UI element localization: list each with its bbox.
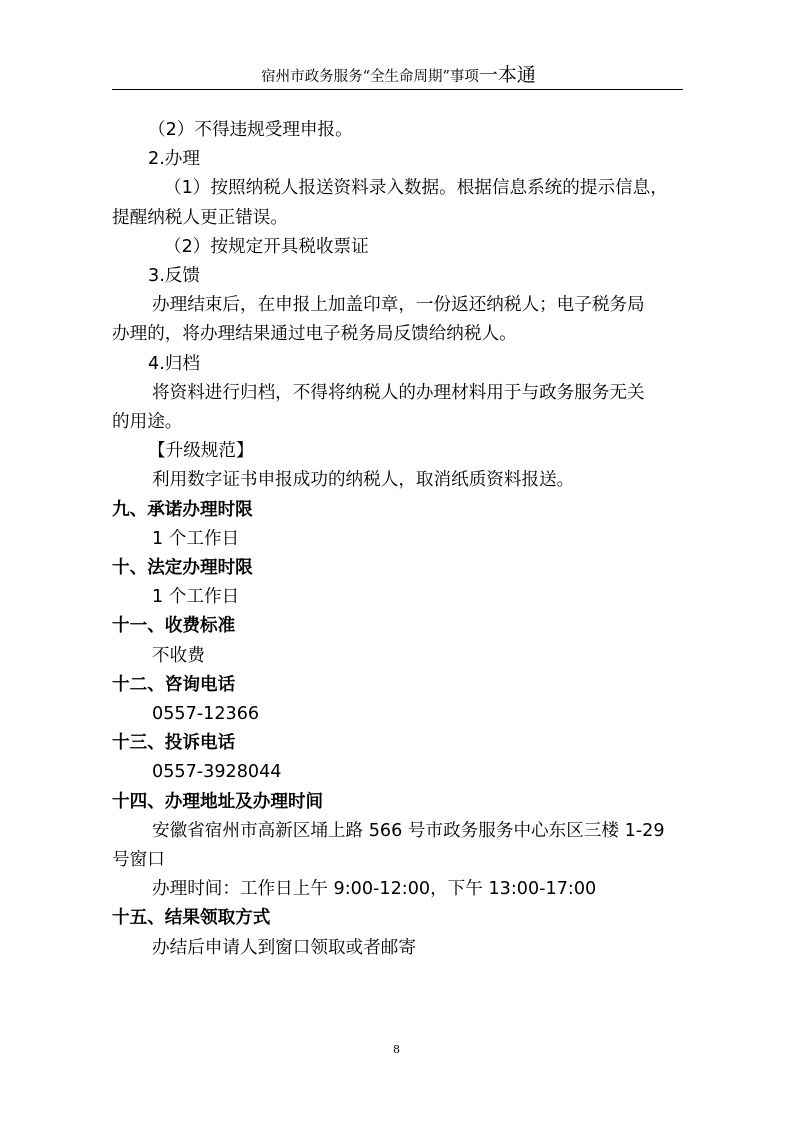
text-line: （1）按照纳税人报送资料录入数据。根据信息系统的提示信息， [164,178,668,199]
text-line: 1 个工作日 [152,528,240,549]
text-line: 0557-3928044 [152,762,282,783]
page-header [115,60,682,87]
section-heading: 九、承诺办理时限 [112,499,253,520]
text-line: 办结后申请人到窗口领取或者邮寄 [152,937,416,958]
header-title-tail: 一本通 [478,64,536,86]
step-heading: 2.办理 [148,149,200,170]
header-divider [112,89,683,90]
text-line: 安徽省宿州市高新区埇上路 566 号市政务服务中心东区三楼 1-29 [152,820,665,841]
text-line: 将资料进行归档，不得将纳税人的办理材料用于与政务服务无关 [152,382,645,403]
text-line: 1 个工作日 [152,587,240,608]
section-heading: 十、法定办理时限 [112,558,253,579]
text-line: 的用途。 [112,412,183,433]
text-line: 0557-12366 [152,704,260,725]
text-line: 提醒纳税人更正错误。 [112,207,288,228]
text-line: 办理结束后，在申报上加盖印章，一份返还纳税人；电子税务局 [152,295,645,316]
text-line: （2）按规定开具税收票证 [164,236,369,257]
header-title: 宿州市政务服务“全生命周期”事项 [261,69,479,85]
text-line: 办理时间：工作日上午 9:00-12:00，下午 13:00-17:00 [152,879,597,900]
document-body [112,116,683,963]
text-line: 不收费 [152,645,205,666]
text-line: 利用数字证书申报成功的纳税人，取消纸质资料报送。 [152,470,575,491]
page-number: 8 [393,1043,400,1056]
step-heading: 4.归档 [148,353,200,374]
step-heading: 3.反馈 [148,266,200,287]
section-heading: 十四、办理地址及办理时间 [112,791,324,812]
section-heading: 十三、投诉电话 [112,733,236,754]
subsection-heading: 【升级规范】 [148,441,254,462]
text-line: （2）不得违规受理申报。 [148,120,353,140]
text-line: 办理的，将办理结果通过电子税务局反馈给纳税人。 [112,324,517,345]
section-heading: 十二、咨询电话 [112,674,236,695]
section-heading: 十五、结果领取方式 [112,908,271,929]
section-heading: 十一、收费标准 [112,616,236,637]
text-line: 号窗口 [112,850,165,871]
